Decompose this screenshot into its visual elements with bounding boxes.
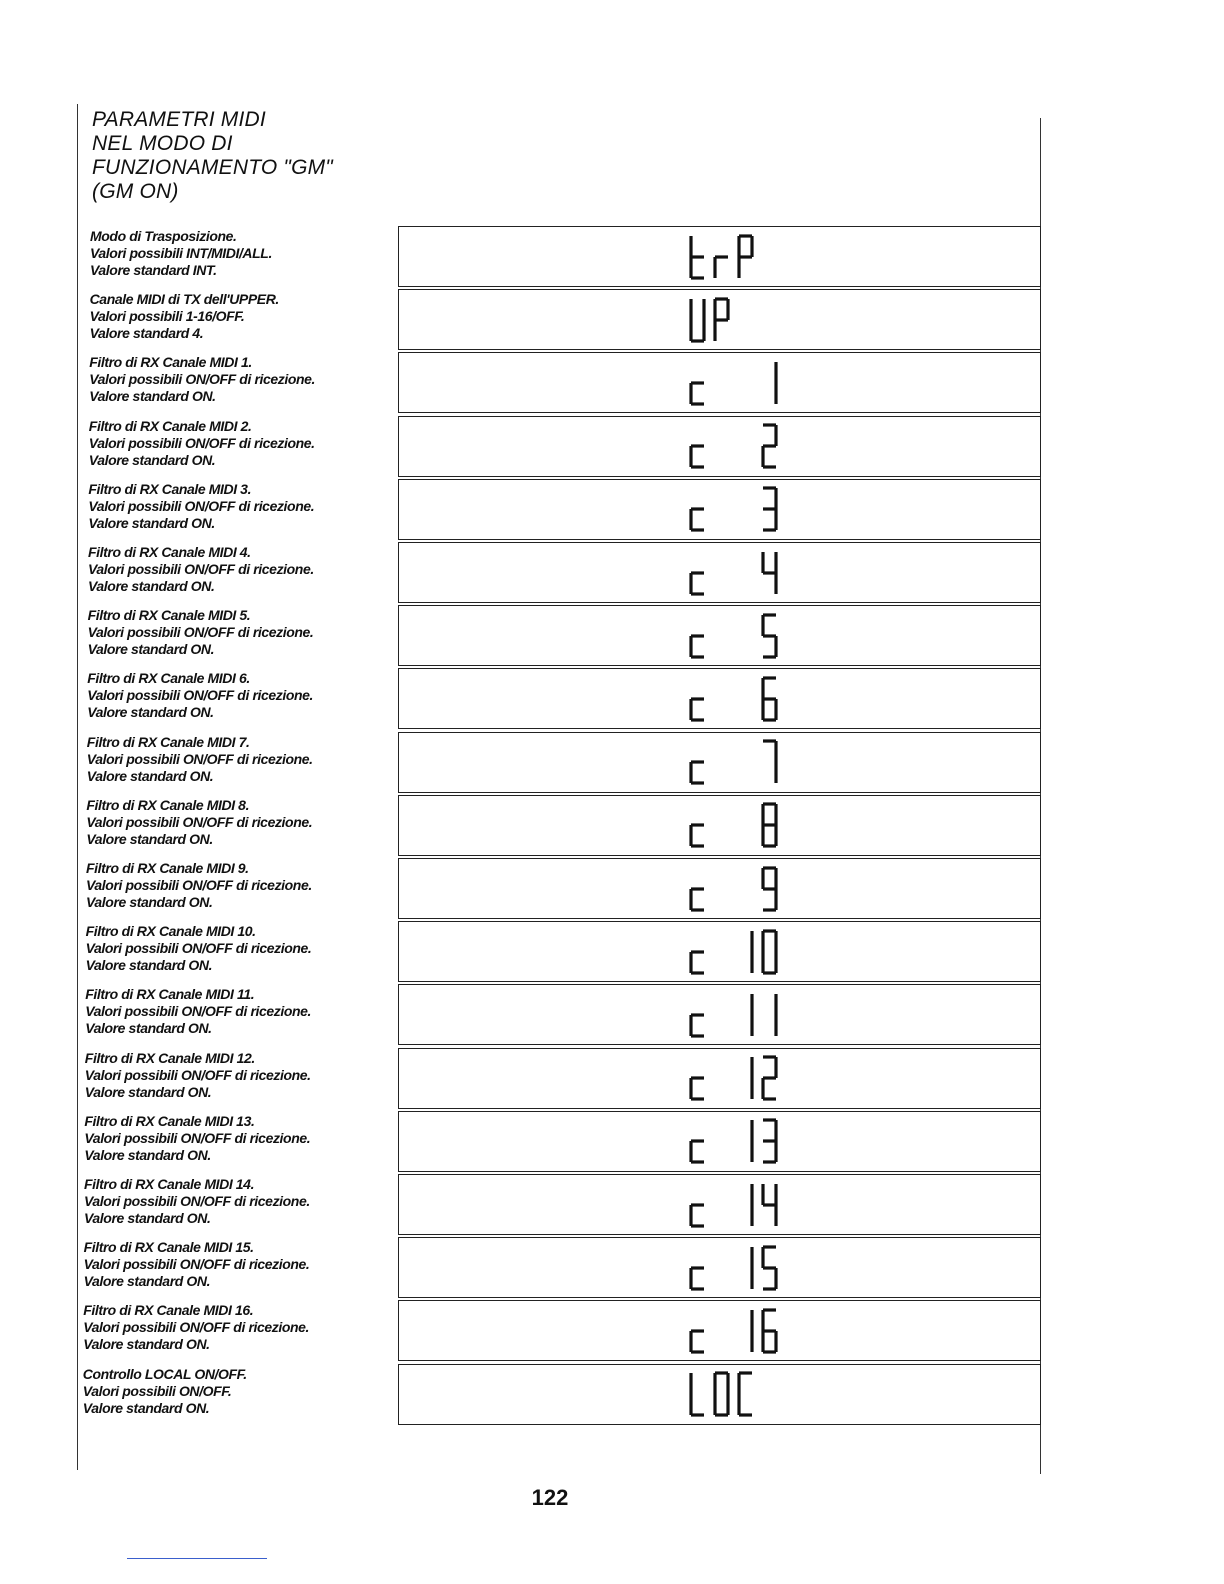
description-line: Filtro di RX Canale MIDI 1. [89,354,252,371]
lcd-digits [689,1244,789,1292]
lcd-display-box [398,1048,1041,1109]
description-line: Valori possibili ON/OFF di ricezione. [84,1066,311,1083]
lcd-digits [689,675,789,723]
description-line: Filtro di RX Canale MIDI 8. [86,796,250,813]
lcd-digits [689,1117,789,1165]
lcd-display-box [398,984,1041,1045]
lcd-character [691,236,704,278]
lcd-digits [689,865,789,913]
description-line: Filtro di RX Canale MIDI 3. [88,480,252,497]
lcd-character [691,1268,704,1289]
description-line: Valori possibili ON/OFF di ricezione. [88,434,315,451]
lcd-character [691,636,704,657]
description-line: Valore standard ON. [84,1210,211,1226]
parameter-description [83,1302,309,1353]
description-line: Filtro di RX Canale MIDI 7. [86,733,250,750]
lcd-character [763,1057,776,1099]
lcd-digits [689,1370,765,1418]
description-line: Filtro di RX Canale MIDI 11. [85,986,255,1003]
description-line: Valori possibili ON/OFF di ricezione. [86,877,312,893]
lcd-display-box [398,795,1041,856]
lcd-display-box [398,416,1041,477]
lcd-character [763,1184,776,1226]
lcd-display-box [398,1364,1041,1425]
description-line: Filtro di RX Canale MIDI 6. [87,670,250,687]
lcd-display-box [398,352,1041,413]
description-line: Valore standard ON. [86,894,213,910]
parameter-description [84,1239,310,1290]
lcd-character [691,889,704,910]
lcd-character [691,825,704,846]
description-line: Valore standard ON. [87,704,214,721]
lcd-character [763,868,776,910]
lcd-character [763,931,776,973]
lcd-display-box [398,542,1041,603]
description-line: Valori possibili 1-16/OFF. [89,308,245,325]
lcd-character [691,1331,704,1352]
lcd-character [715,1373,728,1415]
parameter-description [90,291,279,342]
description-line: Valori possibili INT/MIDI/ALL. [90,245,272,261]
parameter-description [89,418,315,469]
lcd-digits [689,1307,789,1355]
title-line: NEL MODO DI [92,132,233,155]
description-line: Filtro di RX Canale MIDI 14. [84,1176,255,1192]
lcd-character [763,552,776,594]
description-line: Valori possibili ON/OFF di ricezione. [84,1129,311,1146]
parameter-description [84,1176,310,1227]
description-line: Valore standard ON. [88,578,215,594]
description-line: Valore standard ON. [83,1273,211,1290]
lcd-display-box [398,289,1041,350]
lcd-character [739,236,752,278]
lcd-character [715,299,728,341]
lcd-digits [689,738,789,786]
description-line: Valori possibili ON/OFF di ricezione. [86,750,313,767]
page-number: 122 [531,1485,569,1510]
lcd-digits [689,233,765,281]
lcd-character [691,299,704,341]
lcd-character [691,1078,704,1099]
lcd-display-box [398,732,1041,793]
lcd-character [763,615,776,657]
lcd-character [763,1120,776,1162]
description-line: Filtro di RX Canale MIDI 2. [88,417,252,434]
lcd-character [763,1247,776,1289]
description-line: Filtro di RX Canale MIDI 10. [85,923,256,940]
lcd-display-box [398,921,1041,982]
parameter-description [86,797,312,848]
lcd-character [739,1373,752,1415]
parameter-description [83,1366,247,1417]
description-line: Filtro di RX Canale MIDI 4. [88,544,251,560]
lcd-display-box [398,858,1041,919]
parameter-description [87,670,313,721]
description-line: Controllo LOCAL ON/OFF. [82,1365,247,1382]
parameter-description [86,923,312,974]
parameter-description [87,734,313,785]
parameter-description [89,354,315,405]
lcd-digits [689,1181,789,1229]
lcd-character [691,1205,704,1226]
description-line: Valore standard ON. [83,1336,210,1353]
description-line: Canale MIDI di TX dell'UPPER. [89,291,279,308]
lcd-digits [689,612,789,660]
description-line: Valori possibili ON/OFF di ricezione. [87,624,314,641]
lcd-character [691,383,704,404]
parameter-description [86,860,312,911]
lcd-display-box [398,668,1041,729]
description-line: Valore standard ON. [87,641,215,658]
parameter-description [85,986,311,1037]
lcd-character [763,1310,776,1352]
lcd-character [691,1373,704,1415]
description-line: Modo di Trasposizione. [90,228,237,244]
lcd-character [763,488,776,530]
lcd-display-box [398,1300,1041,1361]
lcd-character [691,762,704,783]
lcd-digits [689,422,789,470]
description-line: Valori possibili ON/OFF di ricezione. [84,1193,310,1209]
description-line: Valore standard ON. [89,388,216,405]
lcd-display-box [398,226,1041,287]
description-line: Valore standard ON. [88,514,215,531]
lcd-digits [689,549,789,597]
description-line: Filtro di RX Canale MIDI 9. [86,860,249,876]
description-line: Valori possibili ON/OFF di ricezione. [87,687,314,704]
parameter-description [84,1113,310,1164]
lcd-character [691,509,704,530]
lcd-character [763,425,776,467]
description-line: Valori possibili ON/OFF di ricezione. [88,497,315,514]
description-line: Valore standard ON. [88,451,216,468]
description-line: Valore standard INT. [90,262,217,278]
description-line: Valori possibili ON/OFF. [82,1382,232,1399]
description-line: Valori possibili ON/OFF di ricezione. [83,1319,310,1336]
lcd-character [691,1141,704,1162]
lcd-digits [689,296,741,344]
lcd-character [691,446,704,467]
page-title [92,108,333,204]
lcd-display-box [398,1111,1041,1172]
lcd-digits [689,359,789,407]
lcd-character [763,741,776,783]
description-line: Valore standard ON. [85,1020,212,1037]
description-line: Valore standard ON. [86,830,213,847]
description-line: Filtro di RX Canale MIDI 16. [83,1302,254,1319]
lcd-character [691,699,704,720]
description-line: Filtro di RX Canale MIDI 5. [87,607,251,624]
description-line: Filtro di RX Canale MIDI 15. [83,1239,254,1256]
lcd-display-box [398,605,1041,666]
title-line: PARAMETRI MIDI [92,108,266,131]
title-line: (GM ON) [92,180,179,203]
lcd-digits [689,801,789,849]
lcd-character [763,804,776,846]
description-line: Valori possibili ON/OFF di ricezione. [85,1003,312,1020]
description-line: Valori possibili ON/OFF di ricezione. [86,813,313,830]
parameter-description [90,228,272,279]
lcd-display-box [398,1237,1041,1298]
description-line: Filtro di RX Canale MIDI 12. [84,1049,255,1066]
description-line: Valore standard ON. [82,1399,210,1416]
lcd-display-box [398,1174,1041,1235]
description-line: Valore standard ON. [86,767,214,784]
parameter-description [88,544,314,595]
lcd-digits [689,1054,789,1102]
left-margin-rule [77,104,78,1470]
description-line: Valore standard ON. [84,1083,212,1100]
description-line: Valore standard ON. [85,957,213,974]
description-line: Valori possibili ON/OFF di ricezione. [85,940,312,957]
lcd-character [763,678,776,720]
description-line: Valore standard 4. [89,325,204,342]
description-line: Valori possibili ON/OFF di ricezione. [83,1256,310,1273]
lcd-character [691,952,704,973]
parameter-description [88,607,314,658]
description-line: Filtro di RX Canale MIDI 13. [84,1112,255,1129]
title-line: FUNZIONAMENTO "GM" [92,156,333,179]
lcd-digits [689,485,789,533]
lcd-character [691,573,704,594]
parameter-description [85,1050,311,1101]
lcd-digits [689,928,789,976]
lcd-character [691,1015,704,1036]
description-line: Valore standard ON. [84,1146,211,1163]
description-line: Valori possibili ON/OFF di ricezione. [89,371,316,388]
footer-line [127,1558,267,1559]
description-line: Valori possibili ON/OFF di ricezione. [88,561,314,577]
parameter-description [88,481,314,532]
lcd-display-box [398,479,1041,540]
lcd-digits [689,991,789,1039]
lcd-character [715,257,728,278]
